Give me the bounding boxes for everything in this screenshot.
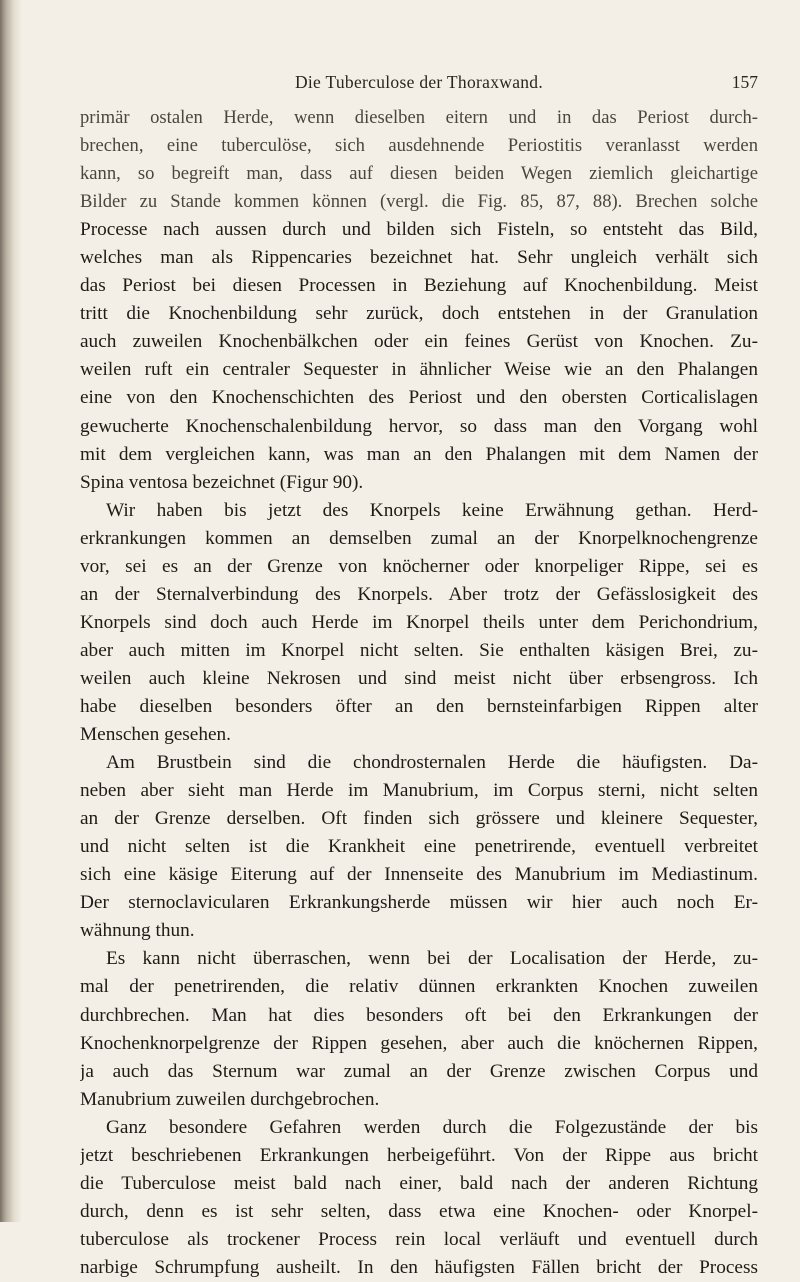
text-line: erkrankungen kommen an demselben zumal an der Knorpelknochengrenze <box>80 527 758 549</box>
text-line: neben aber sieht man Herde im Manubrium, im Corpus sterni, nicht selten <box>80 780 758 802</box>
text-line: auch zuweilen Knochenbälkchen oder ein feines Gerüst von Knochen. Zu- <box>80 331 758 353</box>
text-line: Es kann nicht überraschen, wenn bei der Localisation der Herde, zu- <box>106 948 758 970</box>
text-line: Ganz besondere Gefahren werden durch die Folgezustände der bis <box>106 1116 758 1138</box>
text-line: Knorpels sind doch auch Herde im Knorpel theils unter dem Perichondrium, <box>80 611 758 633</box>
text-line: sich eine käsige Eiterung auf der Innenseite des Manubrium im Mediastinum. <box>80 864 758 886</box>
text-line: mal der penetrirenden, die relativ dünnen erkrankten Knochen zuweilen <box>80 976 758 998</box>
text-line: weilen ruft ein centraler Sequester in ähnlicher Weise wie an den Phalangen <box>80 359 758 381</box>
text-line: narbige Schrumpfung ausheilt. In den häufigsten Fällen bricht der Process <box>80 1256 758 1278</box>
text-line: an der Grenze derselben. Oft finden sich grössere und kleinere Sequester, <box>80 808 758 830</box>
text-line: Spina ventosa bezeichnet (Figur 90). <box>80 471 364 493</box>
page-header <box>80 72 758 98</box>
text-line: Menschen gesehen. <box>80 724 231 746</box>
text-line: durchbrechen. Man hat dies besonders oft bei den Erkrankungen der <box>80 1004 758 1026</box>
text-line: gewucherte Knochenschalenbildung hervor, so dass man den Vorgang wohl <box>80 415 758 437</box>
text-line: weilen auch kleine Nekrosen und sind meist nicht über erbsengross. Ich <box>80 667 758 689</box>
text-line: Manubrium zuweilen durchgebrochen. <box>80 1088 380 1110</box>
text-line: mit dem vergleichen kann, was man an den Phalangen mit dem Namen der <box>80 443 758 465</box>
text-line: welches man als Rippencaries bezeichnet hat. Sehr ungleich verhält sich <box>80 247 758 269</box>
text-line: Processe nach aussen durch und bilden sich Fisteln, so entsteht das Bild, <box>80 219 758 241</box>
text-line: das Periost bei diesen Processen in Beziehung auf Knochenbildung. Meist <box>80 275 758 297</box>
text-line: an der Sternalverbindung des Knorpels. Aber trotz der Gefässlosigkeit des <box>80 583 758 605</box>
text-line: durch, denn es ist sehr selten, dass etwa eine Knochen- oder Knorpel- <box>80 1200 758 1222</box>
text-line: aber auch mitten im Knorpel nicht selten. Sie enthalten käsigen Brei, zu- <box>80 639 758 661</box>
text-line: die Tuberculose meist bald nach einer, bald nach der anderen Richtung <box>80 1172 758 1194</box>
text-line: primär ostalen Herde, wenn dieselben eitern und in das Periost durch- <box>80 107 758 128</box>
text-line: ja auch das Sternum war zumal an der Grenze zwischen Corpus und <box>80 1060 758 1082</box>
text-line: eine von den Knochenschichten des Periost und den obersten Corticalislagen <box>80 387 758 409</box>
text-line: Bilder zu Stande kommen können (vergl. die Fig. 85, 87, 88). Brechen solche <box>80 191 758 213</box>
text-line: Knochenknorpelgrenze der Rippen gesehen, aber auch die knöchernen Rippen, <box>80 1032 758 1054</box>
running-title: Die Tuberculose der Thoraxwand. <box>294 72 544 92</box>
page-number: 157 <box>731 72 758 92</box>
text-line: tuberculose als trockener Process rein local verläuft und eventuell durch <box>80 1228 758 1250</box>
text-line: jetzt beschriebenen Erkrankungen herbeigeführt. Von der Rippe aus bricht <box>80 1144 758 1166</box>
text-line: tritt die Knochenbildung sehr zurück, doch entstehen in der Granulation <box>80 303 758 325</box>
text-line: wähnung thun. <box>80 920 195 942</box>
text-line: Am Brustbein sind die chondrosternalen Herde die häufigsten. Da- <box>106 752 758 774</box>
text-line: brechen, eine tuberculöse, sich ausdehnende Periostitis veranlasst werden <box>80 135 758 157</box>
text-line: kann, so begreift man, dass auf diesen beiden Wegen ziemlich gleichartige <box>80 163 758 185</box>
text-line: und nicht selten ist die Krankheit eine penetrirende, eventuell verbreitet <box>80 836 758 858</box>
body-text <box>80 104 758 1282</box>
page-edge-shadow <box>0 0 22 1222</box>
text-line: Wir haben bis jetzt des Knorpels keine Erwähnung gethan. Herd- <box>106 499 758 521</box>
text-line: habe dieselben besonders öfter an den bernsteinfarbigen Rippen alter <box>80 695 758 717</box>
text-line: vor, sei es an der Grenze von knöcherner oder knorpeliger Rippe, sei es <box>80 555 758 577</box>
text-line: Der sternoclavicularen Erkrankungsherde müssen wir hier auch noch Er- <box>80 892 758 914</box>
